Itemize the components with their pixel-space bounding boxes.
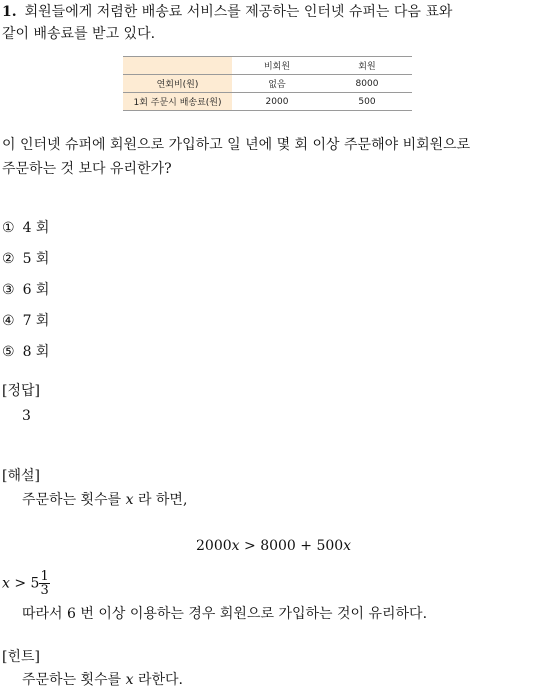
table-row-label: 1회 주문시 배송료(원) <box>123 93 232 111</box>
table-header-cell: 회원 <box>322 57 412 75</box>
option-mark: ③ <box>2 282 15 298</box>
table-row <box>123 93 412 111</box>
option-4[interactable] <box>2 310 49 330</box>
prompt-line-1: 이 인터넷 슈퍼에 회원으로 가입하고 일 년에 몇 회 이상 주문해야 비회원으로 <box>2 137 471 153</box>
variable-x: x <box>125 492 134 508</box>
equation-rhs-var: x <box>343 538 352 554</box>
option-text: 5 회 <box>22 251 50 267</box>
question-line-2: 같이 배송료를 받고 있다. <box>2 26 156 42</box>
hint-text: 라한다. <box>137 672 183 688</box>
option-text: 4 회 <box>22 220 50 236</box>
hint-label: [힌트] <box>2 649 40 665</box>
option-3[interactable] <box>2 279 49 299</box>
table-cell: 500 <box>322 93 412 111</box>
option-1[interactable] <box>2 217 49 237</box>
equation-lhs-num: 2000 <box>196 538 232 554</box>
table-row <box>123 75 412 93</box>
fee-table <box>123 56 412 111</box>
table-corner-cell <box>123 57 232 75</box>
explanation-conclusion: 따라서 6 번 이상 이용하는 경우 회원으로 가입하는 것이 유리하다. <box>22 606 428 622</box>
result-op: > <box>14 575 27 592</box>
answer-value: 3 <box>22 408 31 424</box>
question-number: 1. <box>2 4 17 20</box>
explanation-label: [해설] <box>2 468 40 484</box>
option-text: 8 회 <box>22 344 50 360</box>
equation-rhs: 8000 + 500 <box>260 538 344 554</box>
table-header-cell: 비회원 <box>232 57 322 75</box>
option-mark: ② <box>2 251 15 267</box>
table-row-label: 연회비(원) <box>123 75 232 93</box>
answer-label: [정답] <box>2 383 40 399</box>
hint-text: 주문하는 횟수를 <box>22 672 122 688</box>
variable-x: x <box>125 672 134 688</box>
option-text: 6 회 <box>22 282 50 298</box>
table-cell: 없음 <box>232 75 322 93</box>
equation <box>196 537 351 555</box>
option-mark: ⑤ <box>2 344 15 360</box>
table-cell: 8000 <box>322 75 412 93</box>
result-fraction <box>39 570 49 597</box>
option-mark: ④ <box>2 313 15 329</box>
question-text-1: 회원들에게 저렴한 배송료 서비스를 제공하는 인터넷 슈퍼는 다음 표와 <box>24 4 453 20</box>
fraction-denominator: 3 <box>40 583 49 598</box>
table-cell: 2000 <box>232 93 322 111</box>
option-5[interactable] <box>2 341 49 361</box>
equation-lhs-var: x <box>231 538 240 554</box>
hint-line <box>22 671 183 689</box>
result-inequality <box>2 570 50 597</box>
explanation-text: 라 하면, <box>137 492 188 508</box>
explanation-line-1 <box>22 491 187 509</box>
result-whole: 5 <box>30 575 40 592</box>
result-var: x <box>2 575 10 592</box>
fraction-numerator: 1 <box>40 569 49 584</box>
question-line-1 <box>2 3 452 21</box>
option-text: 7 회 <box>22 313 50 329</box>
explanation-text: 주문하는 횟수를 <box>22 492 122 508</box>
equation-op: > <box>244 538 256 554</box>
option-2[interactable] <box>2 248 49 268</box>
prompt-line-2: 주문하는 것 보다 유리한가? <box>2 161 172 177</box>
option-mark: ① <box>2 220 15 236</box>
table-header-row <box>123 57 412 75</box>
